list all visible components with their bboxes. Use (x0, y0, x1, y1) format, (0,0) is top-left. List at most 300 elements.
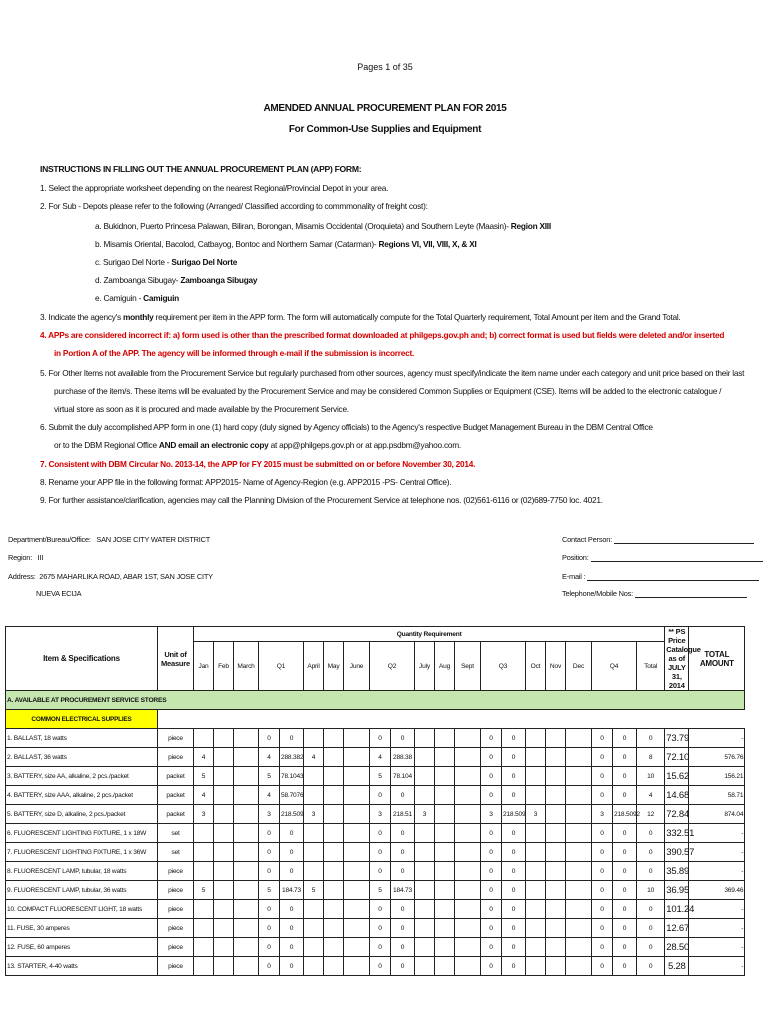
quantity-cell (344, 824, 370, 843)
quantity-cell (546, 862, 566, 881)
quantity-cell: 0 (637, 938, 665, 957)
quantity-cell (324, 862, 344, 881)
item-name: 8. FLUORESCENT LAMP, tubular, 18 watts (6, 862, 158, 881)
quantity-cell (566, 900, 592, 919)
quantity-cell: 3 (415, 805, 435, 824)
instruction-5-line2: purchase of the item/s. These items will be evaluated by the Procurement Service and may be considered Common Supplies or Equipment (CSE). Items will be added to the electronic catalogue / (54, 386, 722, 396)
quantity-cell: 0 (613, 957, 637, 976)
quantity-cell: 0 (481, 824, 502, 843)
quantity-cell (194, 824, 214, 843)
price-header-line: Catalogue as of (666, 645, 701, 663)
header-month: June (344, 642, 370, 691)
document-title: AMENDED ANNUAL PROCUREMENT PLAN FOR 2015 (263, 103, 507, 114)
quantity-cell (234, 767, 259, 786)
instruction-8: 8. Rename your APP file in the following format: APP2015- Name of Agency-Region (e.g. APP2015 -PS- Central Office). (40, 477, 452, 487)
unit-of-measure: piece (158, 919, 194, 938)
quantity-cell: 4 (194, 786, 214, 805)
quantity-cell: 0 (502, 767, 526, 786)
quantity-cell: 3 (194, 805, 214, 824)
quantity-cell (214, 900, 234, 919)
quantity-cell: 0 (502, 748, 526, 767)
quantity-cell: 0 (259, 862, 280, 881)
total-amount: - (689, 900, 745, 919)
quantity-cell (214, 824, 234, 843)
unit-of-measure: piece (158, 881, 194, 900)
ps-price: 15.62 (665, 767, 689, 786)
quantity-cell: 0 (637, 843, 665, 862)
quantity-cell: 0 (391, 824, 415, 843)
quantity-cell: 0 (502, 729, 526, 748)
quantity-cell: 0 (592, 786, 613, 805)
quantity-cell (415, 843, 435, 862)
quantity-cell (415, 881, 435, 900)
ps-price: 36.95 (665, 881, 689, 900)
quantity-cell: 0 (613, 767, 637, 786)
instruction-9: 9. For further assistance/clarification, agencies may call the Planning Division of the Procurement Service at telephone nos. (02)561-6116 or (02)689-7750 loc. 4021. (40, 495, 603, 505)
quantity-cell: 218.509 (502, 805, 526, 824)
item-name: 6. FLUORESCENT LIGHTING FIXTURE, 1 x 18W (6, 824, 158, 843)
quantity-cell (304, 862, 324, 881)
procurement-table (5, 626, 784, 976)
unit-of-measure: piece (158, 748, 194, 767)
ps-price: 390.57 (665, 843, 689, 862)
quantity-cell (415, 748, 435, 767)
quantity-cell: 5 (259, 881, 280, 900)
table-row (6, 843, 784, 862)
ps-price: 35.89 (665, 862, 689, 881)
quantity-cell (344, 767, 370, 786)
quantity-cell (435, 805, 455, 824)
quantity-cell: 0 (391, 862, 415, 881)
unit-of-measure: piece (158, 862, 194, 881)
quantity-cell (546, 748, 566, 767)
position-field[interactable]: Position: (562, 553, 763, 562)
quantity-cell (415, 786, 435, 805)
quantity-cell (304, 938, 324, 957)
quantity-cell: 0 (592, 900, 613, 919)
quantity-cell (455, 881, 481, 900)
item-name: 11. FUSE, 30 amperes (6, 919, 158, 938)
header-month: Sept (455, 642, 481, 691)
header-month: March (234, 642, 259, 691)
quantity-cell (455, 957, 481, 976)
table-row (6, 786, 784, 805)
quantity-cell (415, 767, 435, 786)
ps-price: 332.51 (665, 824, 689, 843)
quantity-cell (214, 843, 234, 862)
quantity-cell (344, 786, 370, 805)
instruction-1: 1. Select the appropriate worksheet depending on the nearest Regional/Provincial Depot in your area. (40, 183, 389, 193)
quantity-cell (546, 786, 566, 805)
item-name: 4. BATTERY, size AAA, alkaline, 2 pcs./packet (6, 786, 158, 805)
quantity-cell: 218.51 (391, 805, 415, 824)
quantity-cell (304, 824, 324, 843)
ps-price: 72.10 (665, 748, 689, 767)
quantity-cell: 0 (637, 957, 665, 976)
quantity-cell (415, 900, 435, 919)
quantity-cell: 0 (391, 786, 415, 805)
total-amount: 156.21 (689, 767, 745, 786)
quantity-cell (214, 938, 234, 957)
instruction-2d: d. Zamboanga Sibugay- Zamboanga Sibugay (95, 275, 258, 285)
quantity-cell (455, 900, 481, 919)
quantity-cell (526, 748, 546, 767)
instruction-2c: c. Surigao Del Norte - Surigao Del Norte (95, 257, 238, 267)
unit-of-measure: piece (158, 900, 194, 919)
item-name: 5. BATTERY, size D, alkaline, 2 pcs./packet (6, 805, 158, 824)
instructions-heading: INSTRUCTIONS IN FILLING OUT THE ANNUAL PROCUREMENT PLAN (APP) FORM: (40, 164, 362, 174)
quantity-cell (234, 862, 259, 881)
section-title: A. AVAILABLE AT PROCUREMENT SERVICE STORES (6, 691, 745, 710)
quantity-cell (435, 881, 455, 900)
quantity-cell (194, 938, 214, 957)
quantity-cell: 3 (370, 805, 391, 824)
quantity-cell (415, 824, 435, 843)
quantity-cell (324, 881, 344, 900)
quantity-cell: 0 (280, 957, 304, 976)
quantity-cell (214, 767, 234, 786)
quantity-cell: 78.1043 (280, 767, 304, 786)
quantity-cell (566, 786, 592, 805)
quantity-cell: 0 (280, 938, 304, 957)
quantity-cell (455, 748, 481, 767)
quantity-cell (304, 900, 324, 919)
quantity-cell (234, 843, 259, 862)
instruction-2: 2. For Sub - Depots please refer to the following (Arranged/ Classified according to commmonality of freight cost): (40, 201, 428, 211)
quantity-cell (455, 862, 481, 881)
quantity-cell: 288.38 (391, 748, 415, 767)
price-header-line: ** PS Price (668, 627, 686, 645)
quantity-cell (546, 900, 566, 919)
ps-price: 14.68 (665, 786, 689, 805)
quantity-cell (324, 919, 344, 938)
quantity-cell (546, 805, 566, 824)
quantity-cell (526, 729, 546, 748)
quantity-cell: 218.509 (280, 805, 304, 824)
quantity-cell (344, 919, 370, 938)
quantity-cell: 0 (592, 824, 613, 843)
quantity-cell (234, 900, 259, 919)
quantity-cell (526, 919, 546, 938)
header-month: May (324, 642, 344, 691)
quantity-cell: 0 (391, 919, 415, 938)
quantity-cell (234, 957, 259, 976)
instruction-5-line3: virtual store as soon as it is procured and made available by the Procurement Service. (54, 404, 349, 414)
quantity-cell (435, 843, 455, 862)
quantity-cell: 0 (592, 767, 613, 786)
table-row (6, 767, 784, 786)
quantity-cell (304, 767, 324, 786)
total-amount: - (689, 919, 745, 938)
document-subtitle: For Common-Use Supplies and Equipment (288, 124, 482, 135)
item-name: 13. STARTER, 4-40 watts (6, 957, 158, 976)
quantity-cell: 0 (502, 900, 526, 919)
unit-of-measure: packet (158, 767, 194, 786)
quantity-cell (324, 957, 344, 976)
quantity-cell (546, 843, 566, 862)
instruction-7: 7. Consistent with DBM Circular No. 2013-14, the APP for FY 2015 must be submitted on or before November 30, 2014. (40, 459, 476, 469)
quantity-cell: 0 (502, 938, 526, 957)
unit-of-measure: piece (158, 957, 194, 976)
header-item: Item & Specifications (6, 627, 158, 691)
quantity-cell: 5 (194, 881, 214, 900)
quantity-cell: 0 (613, 938, 637, 957)
quantity-cell (455, 843, 481, 862)
quantity-cell: 0 (592, 748, 613, 767)
instruction-2b: b. Misamis Oriental, Bacolod, Catbayog, Bontoc and Northern Samar (Catarman)- Regions VI, VII, VIII, X, & XI (95, 239, 477, 249)
quantity-cell: 0 (370, 862, 391, 881)
quantity-cell: 0 (481, 748, 502, 767)
quantity-cell (526, 843, 546, 862)
header-month: Q3 (481, 642, 526, 691)
price-header-line: JULY 31, 2014 (667, 663, 686, 690)
quantity-cell (324, 805, 344, 824)
total-amount: - (689, 957, 745, 976)
quantity-cell (194, 957, 214, 976)
quantity-cell: 218.5092 (613, 805, 637, 824)
table-row (6, 862, 784, 881)
quantity-cell: 8 (637, 748, 665, 767)
quantity-cell (526, 881, 546, 900)
quantity-cell: 0 (613, 748, 637, 767)
quantity-cell (526, 824, 546, 843)
quantity-cell (324, 729, 344, 748)
quantity-cell: 0 (613, 824, 637, 843)
email-field[interactable]: E-mail : (562, 572, 759, 581)
quantity-cell: 288.382 (280, 748, 304, 767)
quantity-cell: 0 (391, 900, 415, 919)
quantity-cell: 0 (481, 729, 502, 748)
quantity-cell: 0 (391, 729, 415, 748)
quantity-cell (234, 938, 259, 957)
quantity-cell (566, 748, 592, 767)
quantity-cell: 3 (481, 805, 502, 824)
quantity-cell (194, 729, 214, 748)
quantity-cell (214, 881, 234, 900)
quantity-cell: 4 (259, 786, 280, 805)
quantity-cell (234, 748, 259, 767)
ps-price: 72.84 (665, 805, 689, 824)
quantity-cell: 0 (370, 957, 391, 976)
quantity-cell: 0 (613, 786, 637, 805)
quantity-cell: 10 (637, 881, 665, 900)
quantity-cell (324, 767, 344, 786)
quantity-cell (526, 786, 546, 805)
quantity-cell: 0 (481, 957, 502, 976)
item-name: 3. BATTERY, size AA, alkaline, 2 pcs./packet (6, 767, 158, 786)
quantity-cell: 0 (391, 938, 415, 957)
quantity-cell (234, 805, 259, 824)
instruction-4-line2: in Portion A of the APP. The agency will be informed through e-mail if the submission is incorrect. (54, 348, 415, 358)
quantity-cell (234, 881, 259, 900)
quantity-cell (546, 767, 566, 786)
quantity-cell: 12 (637, 805, 665, 824)
total-amount: - (689, 843, 745, 862)
ps-price: 73.79 (665, 729, 689, 748)
quantity-cell (566, 767, 592, 786)
quantity-cell (566, 862, 592, 881)
quantity-cell (324, 938, 344, 957)
quantity-cell: 78.104 (391, 767, 415, 786)
quantity-cell: 0 (592, 957, 613, 976)
quantity-cell: 5 (304, 881, 324, 900)
quantity-cell: 184.73 (280, 881, 304, 900)
quantity-cell (415, 938, 435, 957)
unit-of-measure: set (158, 843, 194, 862)
quantity-cell (566, 824, 592, 843)
quantity-cell (324, 786, 344, 805)
quantity-cell: 4 (637, 786, 665, 805)
header-month: Aug (435, 642, 455, 691)
quantity-cell (194, 843, 214, 862)
quantity-cell: 0 (481, 862, 502, 881)
quantity-cell (344, 938, 370, 957)
quantity-cell (214, 786, 234, 805)
quantity-cell (435, 748, 455, 767)
quantity-cell: 0 (370, 824, 391, 843)
instruction-2e: e. Camiguin - Camiguin (95, 293, 179, 303)
quantity-cell: 5 (194, 767, 214, 786)
quantity-cell: 0 (637, 900, 665, 919)
item-name: 2. BALLAST, 36 watts (6, 748, 158, 767)
quantity-cell (234, 729, 259, 748)
quantity-cell: 0 (391, 957, 415, 976)
quantity-cell: 4 (259, 748, 280, 767)
item-name: 7. FLUORESCENT LIGHTING FIXTURE, 1 x 36W (6, 843, 158, 862)
quantity-cell (546, 919, 566, 938)
header-month: Q2 (370, 642, 415, 691)
quantity-cell: 0 (280, 824, 304, 843)
quantity-cell: 0 (502, 786, 526, 805)
quantity-cell: 0 (391, 843, 415, 862)
total-amount: - (689, 824, 745, 843)
quantity-cell: 0 (637, 919, 665, 938)
unit-of-measure: piece (158, 729, 194, 748)
table-row (6, 748, 784, 767)
quantity-cell (214, 748, 234, 767)
quantity-cell (324, 824, 344, 843)
quantity-cell (435, 824, 455, 843)
quantity-cell: 0 (370, 938, 391, 957)
quantity-cell (566, 881, 592, 900)
quantity-cell (415, 957, 435, 976)
quantity-cell: 5 (259, 767, 280, 786)
quantity-cell (344, 881, 370, 900)
quantity-cell (304, 843, 324, 862)
header-month: Nov (546, 642, 566, 691)
quantity-cell (566, 957, 592, 976)
quantity-cell (194, 862, 214, 881)
quantity-cell: 3 (259, 805, 280, 824)
quantity-cell (435, 786, 455, 805)
table-row (6, 805, 784, 824)
total-amount: - (689, 862, 745, 881)
quantity-cell: 0 (481, 767, 502, 786)
ps-price: 5.28 (665, 957, 689, 976)
header-month: April (304, 642, 324, 691)
ps-price: 28.50 (665, 938, 689, 957)
header-month: July (415, 642, 435, 691)
region-field: Region: III (8, 553, 44, 562)
quantity-cell (546, 957, 566, 976)
quantity-cell (304, 786, 324, 805)
quantity-cell: 0 (481, 786, 502, 805)
contact-person-field[interactable]: Contact Person: (562, 535, 754, 544)
ps-price: 12.67 (665, 919, 689, 938)
quantity-cell (214, 862, 234, 881)
quantity-cell: 0 (592, 938, 613, 957)
quantity-cell: 0 (370, 919, 391, 938)
quantity-cell (234, 786, 259, 805)
quantity-cell: 0 (259, 729, 280, 748)
quantity-cell (546, 824, 566, 843)
quantity-cell (455, 767, 481, 786)
quantity-cell: 0 (637, 862, 665, 881)
table-row (6, 881, 784, 900)
header-unit: Unit of Measure (158, 627, 194, 691)
quantity-cell: 0 (502, 843, 526, 862)
quantity-cell (344, 843, 370, 862)
item-name: 1. BALLAST, 18 watts (6, 729, 158, 748)
quantity-cell: 0 (592, 843, 613, 862)
quantity-cell: 0 (259, 919, 280, 938)
quantity-cell: 0 (502, 881, 526, 900)
quantity-cell: 0 (280, 919, 304, 938)
quantity-cell (455, 824, 481, 843)
quantity-cell: 58.7076 (280, 786, 304, 805)
quantity-cell (344, 862, 370, 881)
header-total-amount: TOTAL AMOUNT (689, 627, 745, 691)
quantity-cell: 0 (592, 881, 613, 900)
quantity-cell (435, 767, 455, 786)
department-field: Department/Bureau/Office: SAN JOSE CITY WATER DISTRICT (8, 535, 211, 544)
quantity-cell: 4 (370, 748, 391, 767)
header-month: Jan (194, 642, 214, 691)
quantity-cell: 184.73 (391, 881, 415, 900)
quantity-cell (344, 805, 370, 824)
quantity-cell: 0 (259, 824, 280, 843)
unit-of-measure: piece (158, 938, 194, 957)
category-title: COMMON ELECTRICAL SUPPLIES (6, 710, 158, 729)
quantity-cell: 0 (370, 900, 391, 919)
instruction-5-line1: 5. For Other Items not available from the Procurement Service but regularly purchased from other sources, agency must specify/indicate the item name under each category and unit price based on their last (40, 368, 745, 378)
instruction-6-line1: 6. Submit the duly accomplished APP form in one (1) hard copy (duly signed by Agency officials) to the Agency's respective Budget Management Bureau in the DBM Central Office (40, 422, 653, 432)
header-month: Q1 (259, 642, 304, 691)
quantity-cell: 0 (280, 862, 304, 881)
quantity-cell: 0 (259, 843, 280, 862)
telephone-field[interactable]: Telephone/Mobile Nos: (562, 589, 747, 598)
quantity-cell: 0 (592, 729, 613, 748)
item-name: 12. FUSE, 60 amperes (6, 938, 158, 957)
quantity-cell (304, 729, 324, 748)
quantity-cell (344, 957, 370, 976)
quantity-cell (435, 900, 455, 919)
quantity-cell: 3 (592, 805, 613, 824)
header-month: Q4 (592, 642, 637, 691)
quantity-cell (455, 786, 481, 805)
header-month: Feb (214, 642, 234, 691)
header-month: Dec (566, 642, 592, 691)
table-row (6, 919, 784, 938)
quantity-cell (234, 824, 259, 843)
table-row (6, 957, 784, 976)
quantity-cell: 3 (304, 805, 324, 824)
quantity-cell (344, 729, 370, 748)
quantity-cell (344, 900, 370, 919)
quantity-cell: 0 (613, 881, 637, 900)
quantity-cell (566, 938, 592, 957)
quantity-cell: 10 (637, 767, 665, 786)
